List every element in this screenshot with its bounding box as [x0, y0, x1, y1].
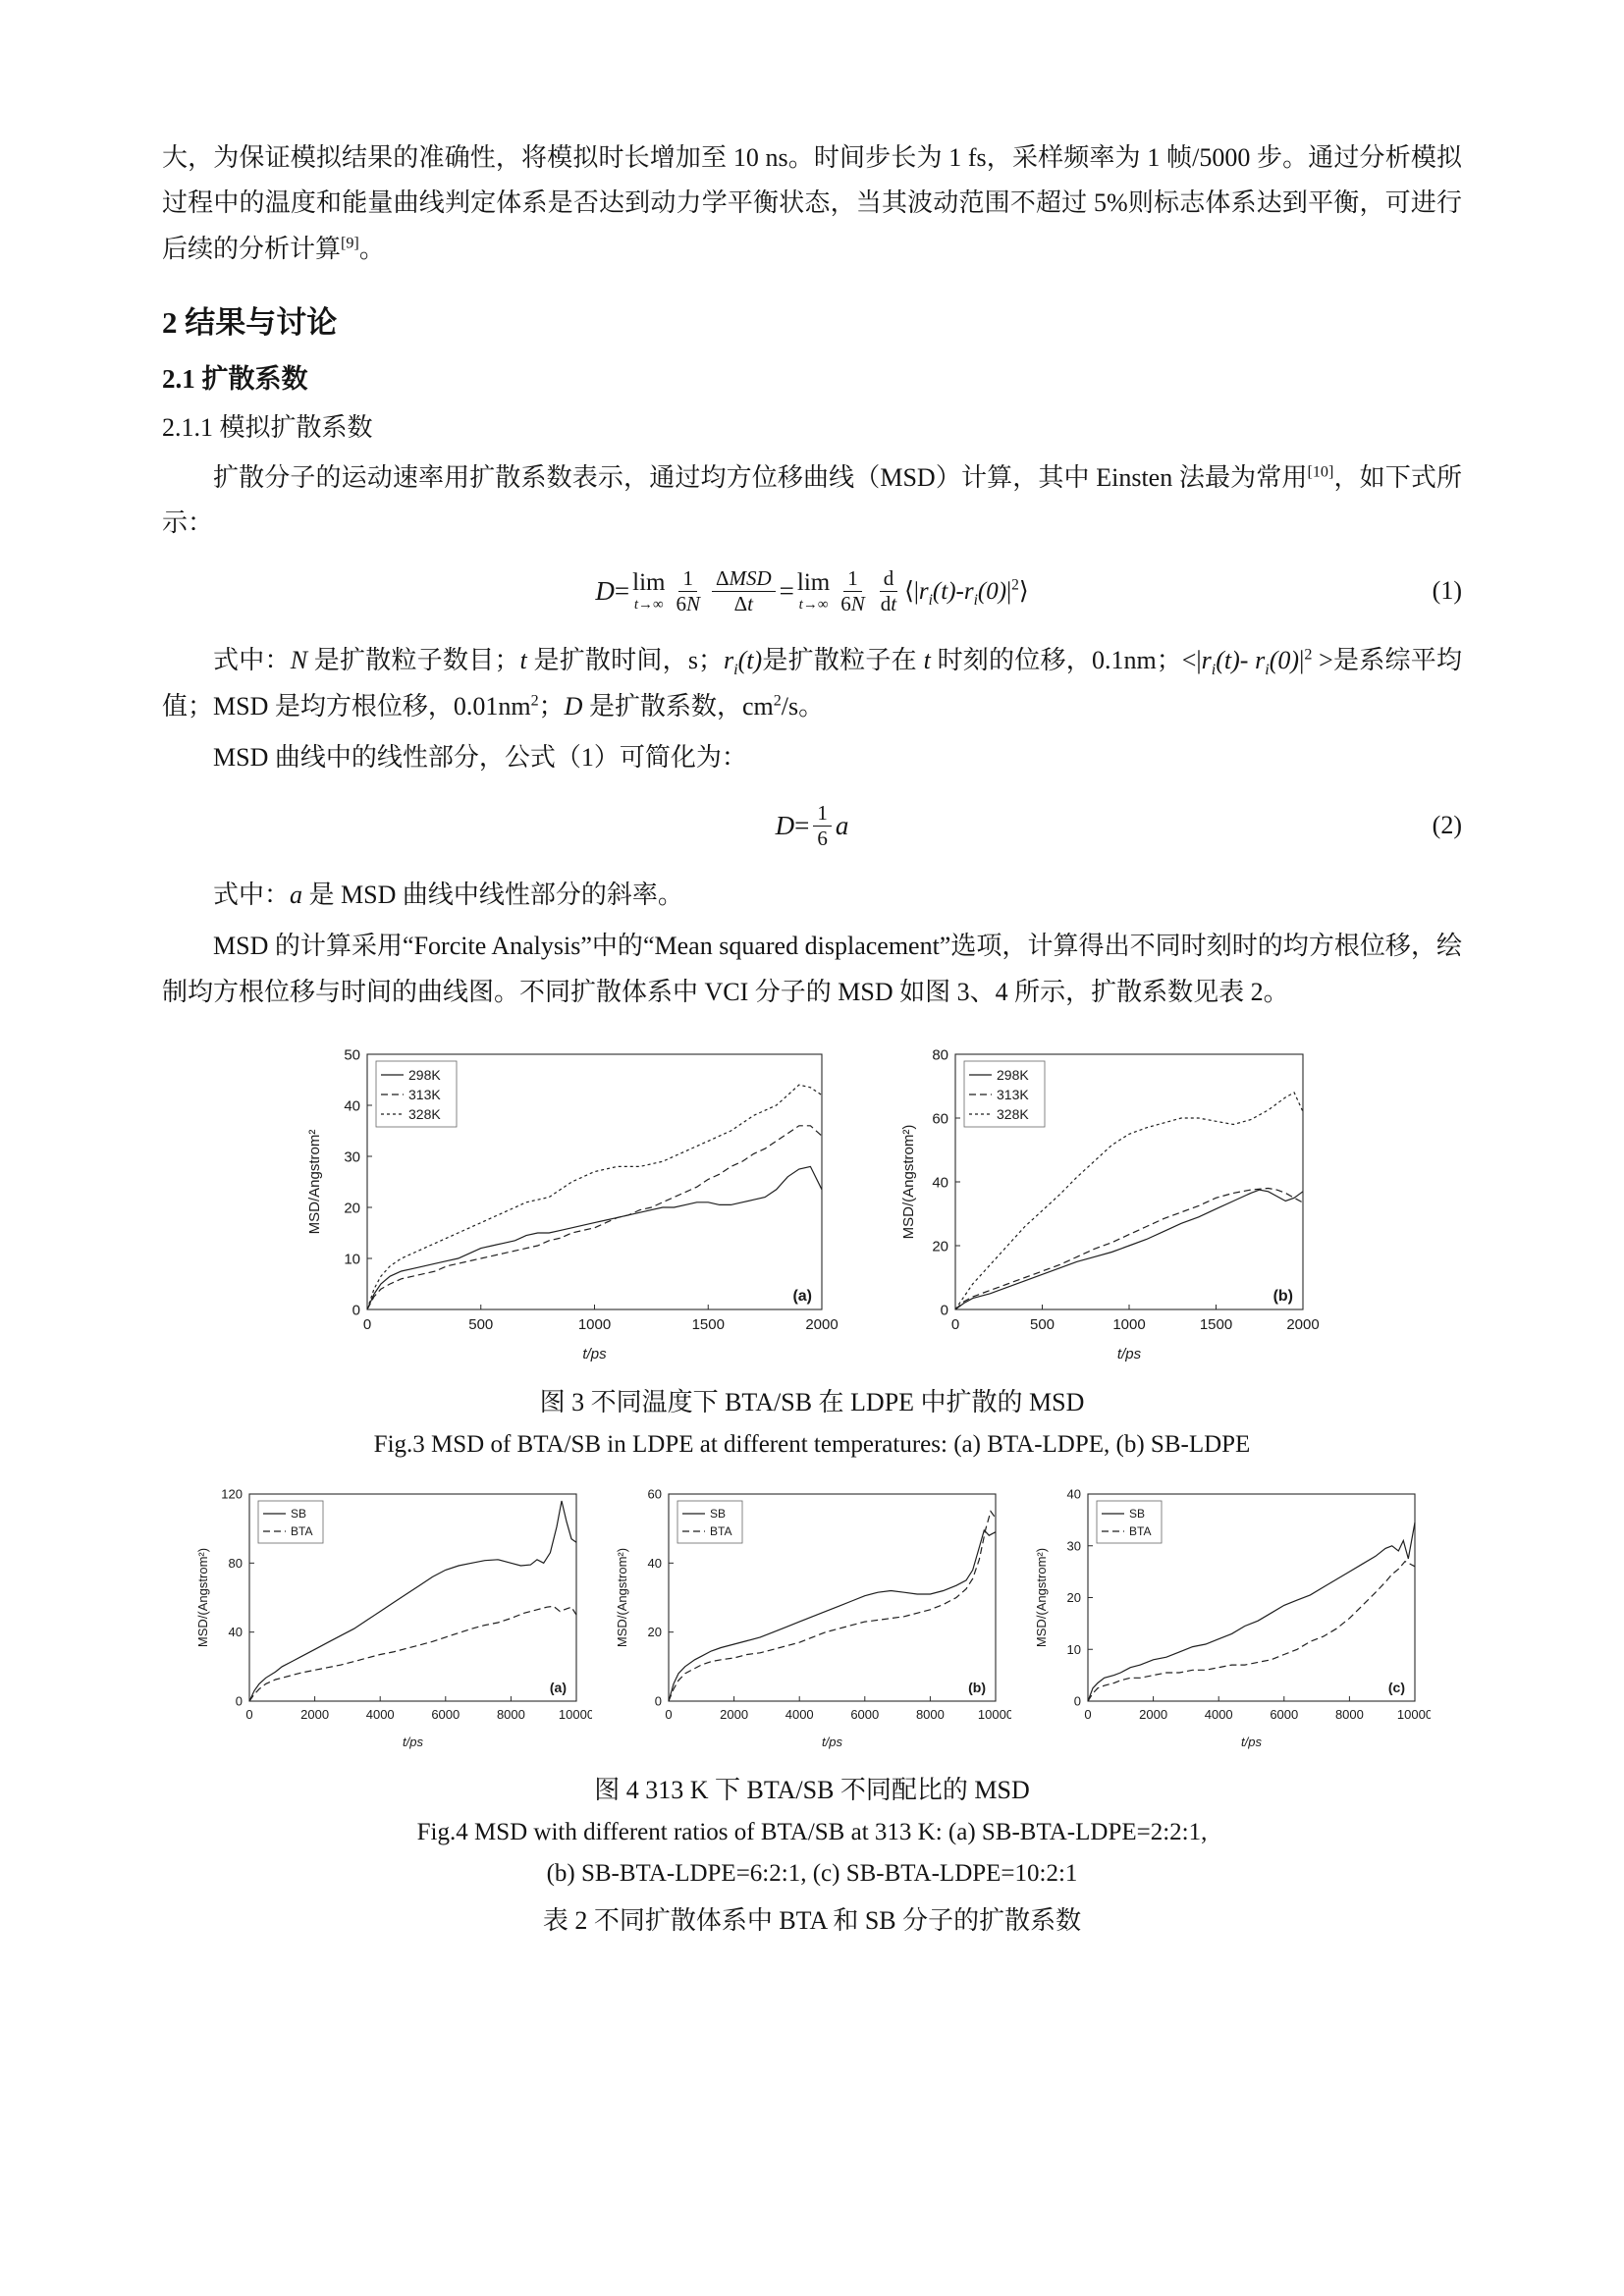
svg-text:328K: 328K: [407, 1105, 441, 1122]
svg-text:40: 40: [343, 1097, 360, 1115]
svg-text:60: 60: [931, 1110, 948, 1128]
svg-text:t/ps: t/ps: [1240, 1734, 1262, 1749]
svg-text:MSD/(Angstrom²): MSD/(Angstrom²): [1033, 1547, 1049, 1647]
svg-text:20: 20: [1066, 1589, 1081, 1605]
svg-text:6000: 6000: [849, 1706, 879, 1722]
svg-text:80: 80: [228, 1555, 243, 1571]
equation-1: [162, 560, 1462, 622]
svg-text:4000: 4000: [1204, 1706, 1233, 1722]
svg-text:BTA: BTA: [1128, 1523, 1151, 1538]
svg-text:(c): (c): [1387, 1679, 1405, 1695]
forcite-paragraph: MSD 的计算采用“Forcite Analysis”中的“Mean squared displacement”选项，计算得出不同时刻时的均方根位移，绘制均方根位移与时间的曲线图。不同扩散体系中 VCI 分子的 MSD 如图 3、4 所示，扩散系数见表 2。: [162, 932, 1462, 1006]
fig3-caption-en: Fig.3 MSD of BTA/SB in LDPE at different temperatures: (a) BTA-LDPE, (b) SB-LDPE: [373, 1431, 1251, 1459]
svg-text:2000: 2000: [804, 1315, 839, 1333]
svg-text:313K: 313K: [407, 1086, 441, 1102]
svg-text:(a): (a): [549, 1679, 567, 1695]
svg-text:2000: 2000: [1285, 1315, 1320, 1333]
svg-text:t/ps: t/ps: [821, 1734, 842, 1749]
section-heading-2-1-1: 2.1.1 模拟扩散系数: [162, 412, 373, 442]
svg-text:20: 20: [931, 1238, 948, 1255]
eq1-lhs: D: [595, 575, 615, 606]
svg-text:328K: 328K: [996, 1105, 1029, 1122]
svg-text:SB: SB: [1128, 1506, 1145, 1521]
section-heading-2: 2 结果与讨论: [162, 304, 338, 340]
svg-text:0: 0: [1073, 1693, 1081, 1709]
svg-text:10: 10: [343, 1251, 360, 1268]
svg-text:MSD/(Angstrom²): MSD/(Angstrom²): [614, 1547, 629, 1647]
svg-text:10000: 10000: [558, 1706, 592, 1722]
eq2-lhs: D: [775, 810, 795, 840]
svg-text:t/ps: t/ps: [1116, 1345, 1141, 1362]
svg-text:0: 0: [950, 1315, 959, 1333]
svg-text:6000: 6000: [430, 1706, 460, 1722]
svg-text:30: 30: [343, 1148, 360, 1166]
svg-text:t/ps: t/ps: [402, 1734, 423, 1749]
eq1-limit-2: lim t→∞: [796, 568, 831, 613]
fig4-caption-en-line1: Fig.4 MSD with different ratios of BTA/SB at 313 K: (a) SB-BTA-LDPE=2:2:1,: [416, 1818, 1208, 1845]
svg-text:40: 40: [1066, 1486, 1081, 1502]
svg-text:BTA: BTA: [709, 1523, 731, 1538]
fig3-caption-zh: 图 3 不同温度下 BTA/SB 在 LDPE 中扩散的 MSD: [539, 1387, 1085, 1416]
fig4-chart-a-msd-line-chart: [194, 1482, 592, 1759]
eq1-equals: =: [614, 575, 630, 606]
svg-text:1500: 1500: [1199, 1315, 1232, 1333]
svg-text:6000: 6000: [1269, 1706, 1298, 1722]
svg-text:8000: 8000: [496, 1706, 525, 1722]
equation-1-number: (1): [1432, 576, 1462, 606]
svg-text:t/ps: t/ps: [581, 1345, 607, 1362]
figure-3: [162, 1041, 1462, 1467]
svg-text:SB: SB: [290, 1506, 306, 1521]
svg-text:1500: 1500: [691, 1315, 725, 1333]
svg-text:0: 0: [235, 1693, 243, 1709]
diffusion-paragraph: 扩散分子的运动速率用扩散系数表示，通过均方位移曲线（MSD）计算，其中 Einsten 法最为常用[10]，如下式所示：: [162, 462, 1462, 538]
eq1-fraction-1-over-6N: $\frac{1}{6N}$: [676, 566, 700, 615]
svg-text:40: 40: [647, 1555, 662, 1571]
svg-text:(b): (b): [967, 1679, 986, 1695]
intro-paragraph: 大，为保证模拟结果的准确性，将模拟时长增加至 10 ns。时间步长为 1 fs，采样频率为 1 帧/5000 步。通过分析模拟过程中的温度和能量曲线判定体系是否达到动力学平衡状态，当其波动范围不超过 5%则标志体系达到平衡，可进行后续的分析计算[9]。: [162, 143, 1462, 263]
eq1-fraction-1-over-6N-2: $\frac{1}{6N}$: [840, 566, 865, 615]
svg-text:80: 80: [931, 1046, 948, 1064]
svg-text:8000: 8000: [915, 1706, 945, 1722]
svg-text:60: 60: [647, 1486, 662, 1502]
svg-text:30: 30: [1066, 1537, 1081, 1553]
svg-text:1000: 1000: [1111, 1315, 1146, 1333]
svg-text:(a): (a): [791, 1287, 812, 1305]
figure-4-charts: [162, 1482, 1462, 1759]
svg-text:4000: 4000: [365, 1706, 395, 1722]
svg-text:120: 120: [220, 1486, 243, 1502]
equation-2: [162, 794, 1462, 857]
equation-1-body: [595, 566, 1028, 616]
equation-2-body: [776, 801, 849, 851]
svg-text:2000: 2000: [1138, 1706, 1167, 1722]
svg-text:298K: 298K: [407, 1066, 441, 1083]
eq1-ensemble-average: $⟨|r_i(t)-r_i(0)|^2⟩$: [904, 577, 1029, 610]
svg-text:MSD/Angstrom²: MSD/Angstrom²: [305, 1129, 323, 1235]
eq1-equals-2: =: [779, 575, 794, 606]
svg-text:10000: 10000: [1396, 1706, 1431, 1722]
fig3-chart-b-msd-line-chart: [898, 1041, 1321, 1371]
table-2-caption: 表 2 不同扩散体系中 BTA 和 SB 分子的扩散系数: [542, 1905, 1082, 1935]
figure-3-charts: [162, 1041, 1462, 1371]
figure-4-caption: [162, 1769, 1462, 1896]
svg-text:500: 500: [1029, 1315, 1055, 1333]
svg-text:0: 0: [654, 1693, 662, 1709]
svg-text:0: 0: [244, 1706, 253, 1722]
svg-text:50: 50: [343, 1046, 360, 1064]
equation-2-number: (2): [1432, 811, 1462, 840]
svg-text:4000: 4000: [785, 1706, 814, 1722]
svg-text:500: 500: [467, 1315, 493, 1333]
svg-text:1000: 1000: [577, 1315, 611, 1333]
svg-text:0: 0: [940, 1302, 948, 1319]
fig3-chart-a-msd-line-chart: [304, 1041, 839, 1371]
svg-text:298K: 298K: [996, 1066, 1029, 1083]
figure-3-caption: [162, 1381, 1462, 1467]
eq1-limit: lim t→∞: [632, 568, 666, 613]
section-heading-2-1: 2.1 扩散系数: [162, 363, 308, 394]
svg-text:313K: 313K: [996, 1086, 1029, 1102]
svg-text:40: 40: [228, 1624, 243, 1639]
svg-text:(b): (b): [1272, 1287, 1293, 1305]
eq2-slope-a: a: [835, 810, 849, 840]
where-paragraph-1: 式中：N 是扩散粒子数目；t 是扩散时间，s；$r_i(t)$是扩散粒子在 t 时刻的位移，0.1nm；$<|r_i(t)-$ $r_i(0)|^2$ >是系综平均值；MSD 是均方根位移，$0.01nm^2$；D 是扩散系数，$cm^2/s$。: [162, 646, 1462, 721]
eq1-fraction-d-dt: $\frac{d}{dt}$: [880, 566, 897, 615]
eq2-fraction-1-over-6: $\frac{1}{6}$: [813, 801, 832, 851]
fig4-chart-c-msd-line-chart: [1033, 1482, 1431, 1759]
eq2-equals: =: [794, 810, 810, 840]
svg-text:2000: 2000: [299, 1706, 329, 1722]
figure-4: [162, 1482, 1462, 1896]
svg-text:BTA: BTA: [290, 1523, 312, 1538]
svg-text:2000: 2000: [719, 1706, 748, 1722]
svg-text:0: 0: [362, 1315, 371, 1333]
fig4-caption-en-line2: (b) SB-BTA-LDPE=6:2:1, (c) SB-BTA-LDPE=10:2:1: [546, 1860, 1078, 1888]
svg-text:20: 20: [343, 1200, 360, 1217]
svg-text:MSD/(Angstrom²): MSD/(Angstrom²): [899, 1124, 917, 1240]
svg-text:0: 0: [1083, 1706, 1092, 1722]
msd-linear-paragraph: MSD 曲线中的线性部分，公式（1）可简化为：: [213, 742, 747, 772]
eq1-fraction-dMSD-dt: $\frac{\text{ΔMSD}}{\Delta t}$: [712, 566, 776, 616]
svg-text:40: 40: [931, 1174, 948, 1192]
svg-text:SB: SB: [709, 1506, 726, 1521]
svg-text:10000: 10000: [977, 1706, 1011, 1722]
svg-text:0: 0: [352, 1302, 360, 1319]
svg-text:MSD/(Angstrom²): MSD/(Angstrom²): [194, 1547, 210, 1647]
svg-text:20: 20: [647, 1624, 662, 1639]
svg-text:8000: 8000: [1334, 1706, 1364, 1722]
where-paragraph-2: 式中：a 是 MSD 曲线中线性部分的斜率。: [213, 881, 683, 910]
fig4-caption-zh: 图 4 313 K 下 BTA/SB 不同配比的 MSD: [594, 1775, 1030, 1804]
svg-text:10: 10: [1066, 1641, 1081, 1657]
svg-text:0: 0: [664, 1706, 673, 1722]
fig4-chart-b-msd-line-chart: [614, 1482, 1011, 1759]
